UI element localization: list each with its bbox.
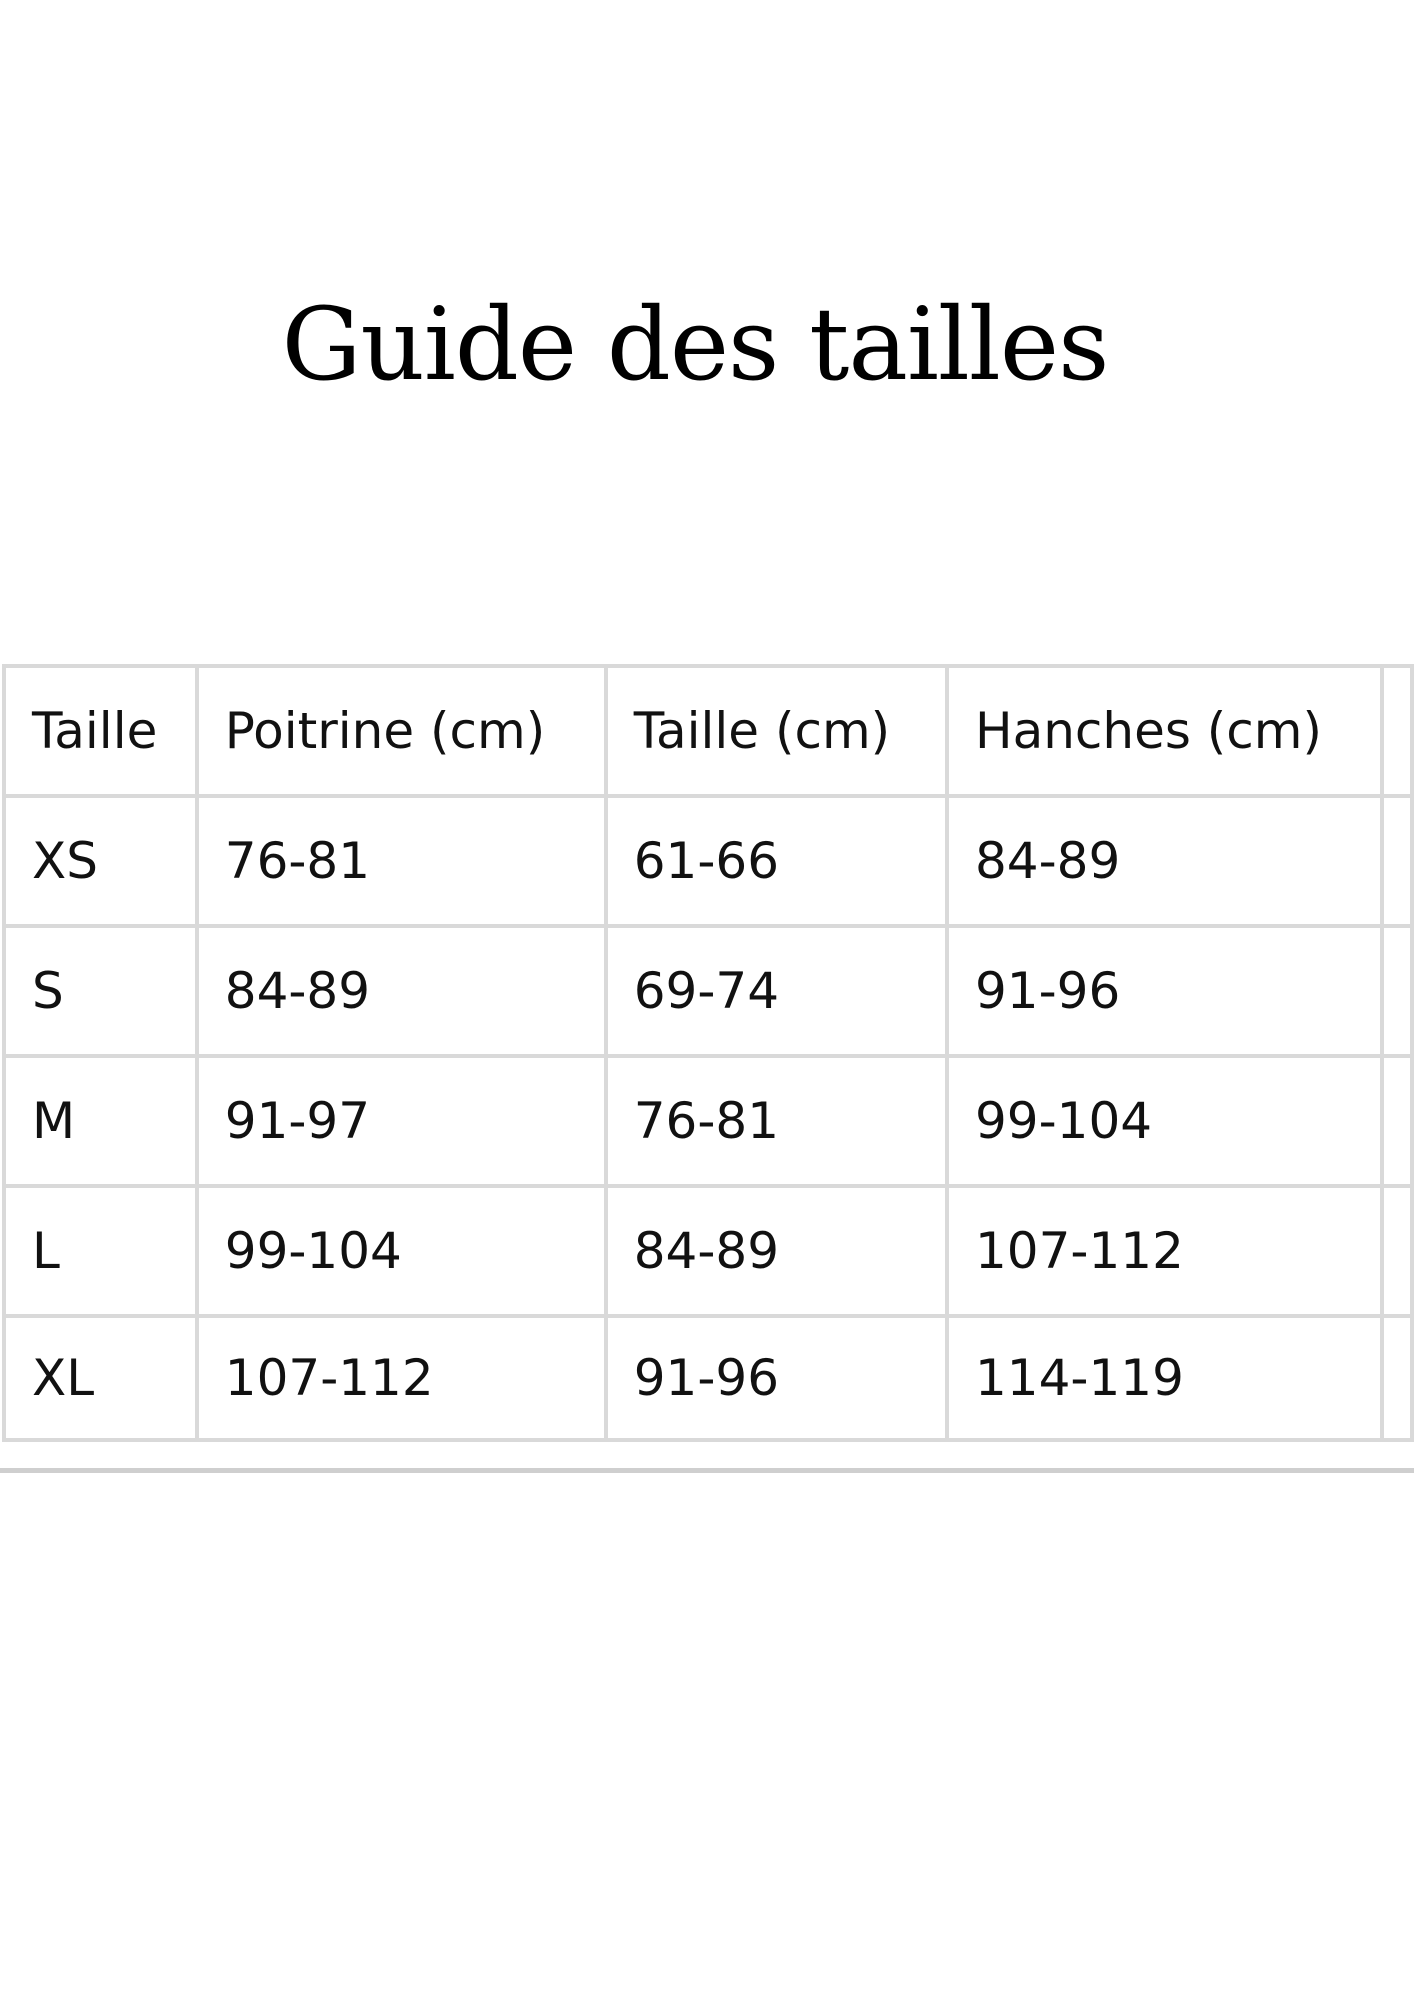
size-cell: L	[4, 1186, 197, 1316]
table-row	[4, 1316, 1412, 1440]
table-edge-cell	[1382, 796, 1412, 926]
chest-cell: 84-89	[197, 926, 606, 1056]
hips-cell: 114-119	[947, 1316, 1382, 1440]
size-cell: S	[4, 926, 197, 1056]
page-title: Guide des tailles	[281, 286, 1109, 403]
column-header-taille: Taille	[4, 666, 197, 796]
column-header-hanches: Hanches (cm)	[947, 666, 1382, 796]
table-edge-cell	[1382, 926, 1412, 1056]
table-edge-cell	[1382, 1186, 1412, 1316]
chest-cell: 107-112	[197, 1316, 606, 1440]
column-header-poitrine: Poitrine (cm)	[197, 666, 606, 796]
table-header-row	[4, 666, 1412, 796]
table-edge-cell	[1382, 1056, 1412, 1186]
table-edge-cell	[1382, 1316, 1412, 1440]
size-chart	[0, 664, 1414, 1474]
waist-cell: 91-96	[606, 1316, 947, 1440]
table-row	[4, 796, 1412, 926]
size-cell: XL	[4, 1316, 197, 1440]
waist-cell: 84-89	[606, 1186, 947, 1316]
chest-cell: 76-81	[197, 796, 606, 926]
waist-cell: 76-81	[606, 1056, 947, 1186]
waist-cell: 61-66	[606, 796, 947, 926]
hips-cell: 91-96	[947, 926, 1382, 1056]
table-row	[4, 926, 1412, 1056]
chest-cell: 99-104	[197, 1186, 606, 1316]
waist-cell: 69-74	[606, 926, 947, 1056]
table-row	[4, 1186, 1412, 1316]
hips-cell: 107-112	[947, 1186, 1382, 1316]
table-row	[4, 1056, 1412, 1186]
size-cell: M	[4, 1056, 197, 1186]
column-header-taille-cm: Taille (cm)	[606, 666, 947, 796]
table-edge-cell	[1382, 666, 1412, 796]
hips-cell: 99-104	[947, 1056, 1382, 1186]
size-table	[2, 664, 1414, 1442]
hips-cell: 84-89	[947, 796, 1382, 926]
table-bottom-border	[0, 1468, 1414, 1473]
chest-cell: 91-97	[197, 1056, 606, 1186]
size-cell: XS	[4, 796, 197, 926]
